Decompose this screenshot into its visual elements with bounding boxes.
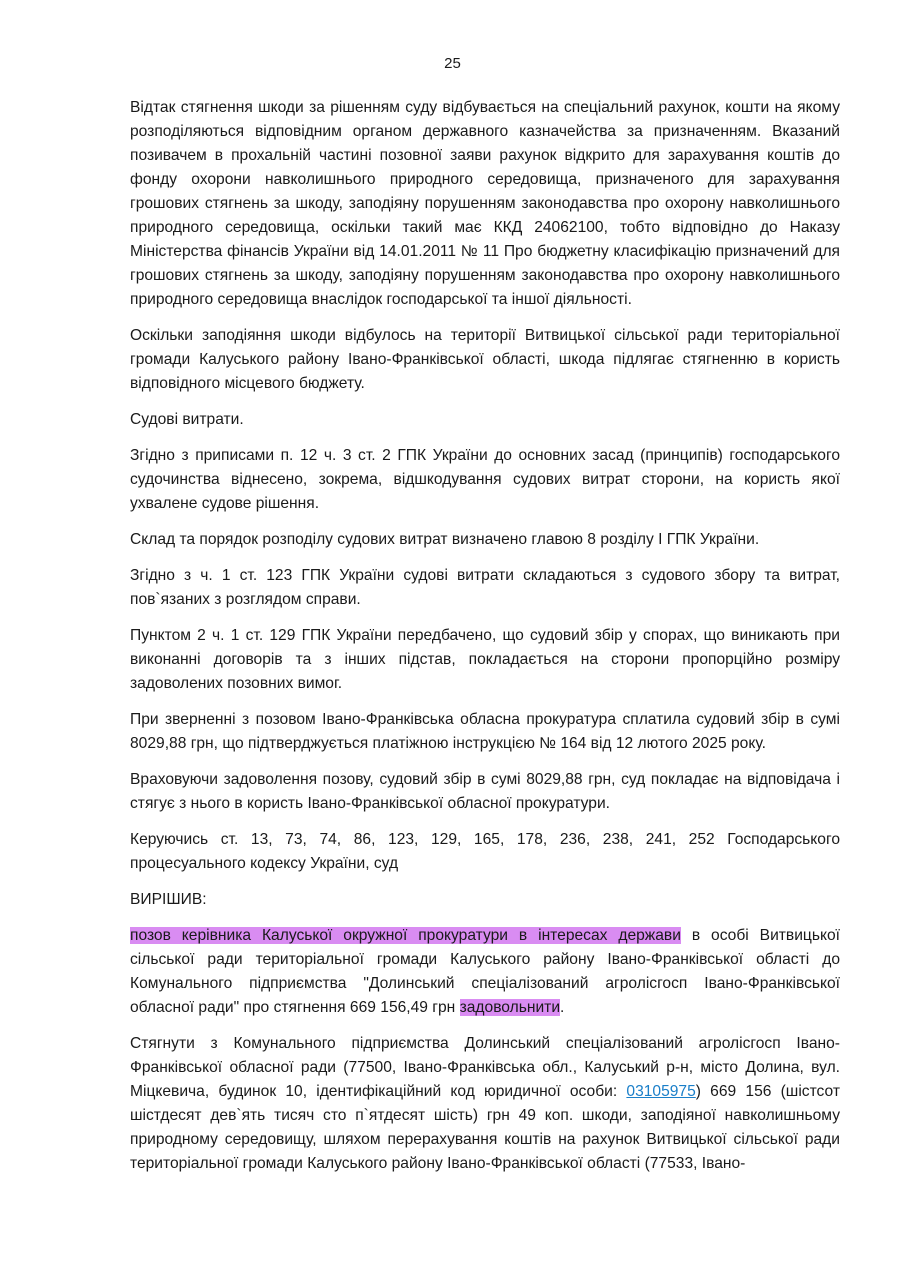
document-body xyxy=(130,96,840,1188)
paragraph-guided-by: Керуючись ст. 13, 73, 74, 86, 123, 129, 165, 178, 236, 238, 241, 252 Господарського процесуального кодексу України, суд xyxy=(130,831,840,872)
paragraph-costs-structure: Склад та порядок розподілу судових витрат визначено главою 8 розділу I ГПК України. xyxy=(130,531,760,548)
highlight-claim: позов керівника Калуської окружної прокуратури в інтересах держави xyxy=(130,927,681,944)
recover-text-before: Стягнути з Комунального підприємства Долинський спеціалізований агролісгосп Івано-Франківської обласної ради (77500, Івано-Франківська обл., Калуський р-н, місто Долина, вул. Міцкевича, будинок 10, ідентифікаційний код юридичної особи: xyxy=(130,1035,840,1100)
recover-text-after: ) 669 156 (шістсот шістдесят дев`ять тисяч сто п`ятдесят шість) грн 49 коп. шкоди, заподіяної навколишньому природному середовищу, шляхом перерахування коштів на рахунок Витвицької сільської ради територіальної громади Калуського району Івано-Франківської області (77533, Івано- xyxy=(130,1083,840,1172)
paragraph-court-costs-heading: Судові витрати. xyxy=(130,411,244,428)
paragraph-gpk-principles: Згідно з приписами п. 12 ч. 3 ст. 2 ГПК України до основних засад (принципів) господарського судочинства віднесено, зокрема, відшкодування судових витрат сторони, на користь якої ухвалене судове рішення. xyxy=(130,447,840,512)
paragraph-recover xyxy=(130,1032,840,1176)
paragraph-local-budget: Оскільки заподіяння шкоди відбулось на території Витвицької сільської ради територіальної громади Калуського району Івано-Франківської області, шкода підлягає стягненню в користь відповідного місцевого бюджету. xyxy=(130,327,840,392)
paragraph-article-123: Згідно з ч. 1 ст. 123 ГПК України судові витрати складаються з судового збору та витрат, пов`язаних з розглядом справи. xyxy=(130,567,840,608)
paragraph-claim-satisfied xyxy=(130,924,840,1020)
paragraph-article-129: Пунктом 2 ч. 1 ст. 129 ГПК України передбачено, що судовий збір у спорах, що виникають при виконанні договорів та з інших підстав, покладається на сторони пропорційно розміру задоволених позовних вимог. xyxy=(130,627,840,692)
highlight-satisfy: задовольнити xyxy=(459,999,561,1016)
paragraph-fee-imposed: Враховуючи задоволення позову, судовий збір в сумі 8029,88 грн, суд покладає на відповідача і стягує з нього в користь Івано-Франківської обласної прокуратури. xyxy=(130,771,840,812)
paragraph-decided: ВИРІШИВ: xyxy=(130,891,207,908)
claim-end: . xyxy=(560,999,565,1016)
page-number: 25 xyxy=(444,55,461,72)
paragraph-fee-paid: При зверненні з позовом Івано-Франківська обласна прокуратура сплатила судовий збір в сумі 8029,88 грн, що підтверджується платіжною інструкцією № 164 від 12 лютого 2025 року. xyxy=(130,711,840,752)
paragraph-account: Відтак стягнення шкоди за рішенням суду відбувається на спеціальний рахунок, кошти на якому розподіляються відповідним органом державного казначейства за призначенням. Вказаний позивачем в прохальній частині позовної заяви рахунок відкрито для зарахування коштів до фонду охорони навколишнього природного середовища, призначеного для зарахування грошових стягнень за шкоду, заподіяну порушенням законодавства про охорону навколишнього природного середовища, оскільки такий має ККД 24062100, тобто відповідно до Наказу Міністерства фінансів України від 14.01.2011 № 11 Про бюджетну класифікацію призначений для грошових стягнень за шкоду, заподіяну порушенням законодавства про охорону навколишнього природного середовища внаслідок господарської та іншої діяльності. xyxy=(130,99,840,308)
company-code-link[interactable]: 03105975 xyxy=(626,1083,696,1100)
claim-text: в особі Витвицької сільської ради територіальної громади Калуського району Івано-Франківської області до Комунального підприємства "Долинський спеціалізований агролісгосп Івано-Франківської обласної ради" про стягнення 669 156,49 грн xyxy=(130,927,840,1016)
